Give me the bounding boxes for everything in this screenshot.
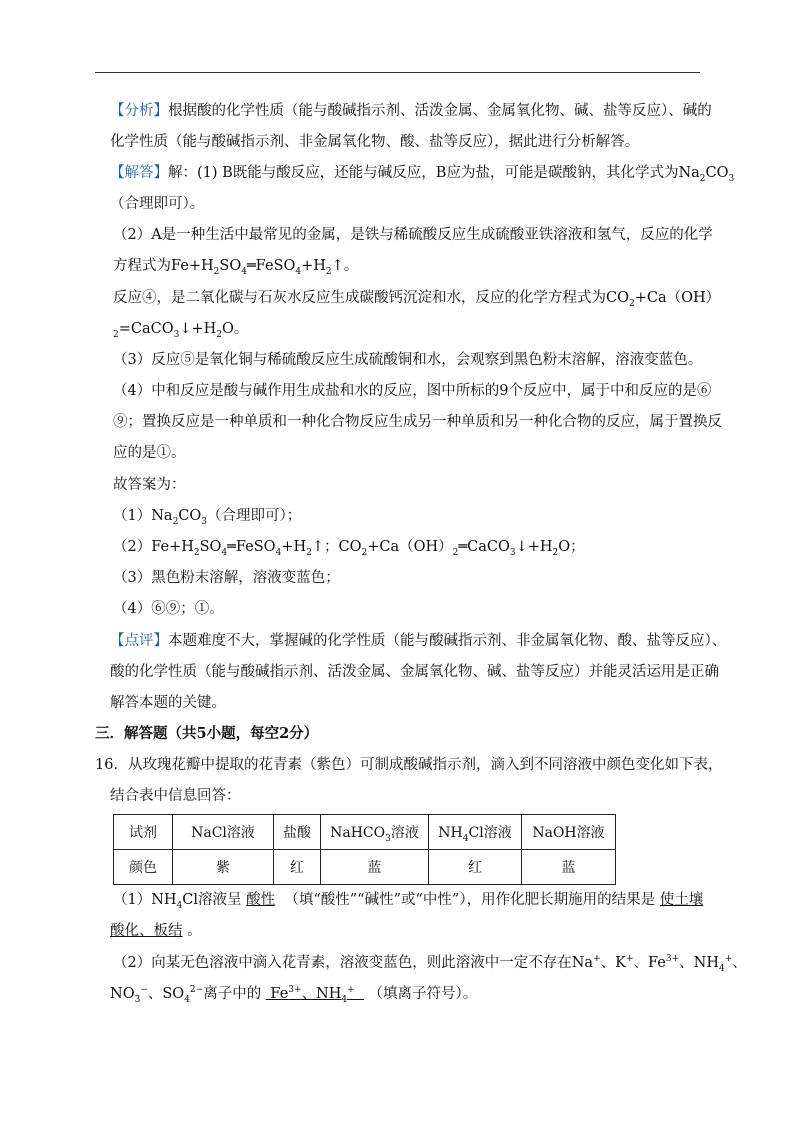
table-cell: 蓝 (522, 850, 616, 885)
answer-line-3: （2）A是一种生活中最常见的金属，是铁与稀硫酸反应生成硫酸亚铁溶液和氢气，反应的化学 (113, 227, 713, 243)
header-rule (95, 72, 700, 73)
table-cell: 紫 (173, 850, 274, 885)
answer-blank-3: $Fe^{3+}$、$NH_4^+$ (270, 985, 355, 1005)
table-row (114, 815, 616, 850)
answer-line-11: 故答案为： (113, 477, 186, 493)
q16-sub-2-cont: $NO_3^-$、$SO_4^{2-}$离子中的 $Fe^{3+}$、$NH_4^+$ （填离子符号）。 (110, 985, 478, 1005)
answer-line-2: （合理即可）。 (110, 196, 205, 212)
answer-line-9: ⑨；置换反应是一种单质和一种化合物反应生成另一种单质和另一种化合物的反应，属于置换反 (113, 414, 722, 430)
indicator-table (113, 814, 616, 885)
answer-blank-2b: 酸化、板结 (110, 923, 183, 939)
q16-line-1: 16．从玫瑰花瓣中提取的花青素（紫色）可制成酸碱指示剂，滴入到不同溶液中颜色变化如下表， (95, 757, 723, 773)
answer-line-8: （4）中和反应是酸与碱作用生成盐和水的反应，图中所标的9个反应中，属于中和反应的是⑥ (113, 383, 712, 399)
review-line-2: 酸的化学性质（能与酸碱指示剂、活泼金属、金属氧化物、碱、盐等反应）并能灵活运用是正确 (110, 664, 719, 680)
table-cell: NaCl溶液 (173, 815, 274, 850)
q16-sub-1: $(1)NH_4Cl$溶液呈 酸性 （填“酸性”“碱性”或“中性”），用作化肥长期施用的结果是 使土壤 (113, 892, 704, 911)
answer-line-6: $_2=CaCO_3↓+H_2O$。 (113, 321, 249, 340)
table-cell: 颜色 (114, 850, 173, 885)
analysis-line-2: 化学性质（能与酸碱指示剂、非金属氧化物、酸、盐等反应），据此进行分析解答。 (110, 134, 640, 150)
table-row (114, 850, 616, 885)
table-cell: NaHCO$_3$溶液 (321, 815, 429, 850)
answer-item-3: （3）黑色粉末溶解，溶液变蓝色； (113, 570, 340, 586)
answer-tag: 【解答】 (110, 165, 168, 181)
review-line-3: 解答本题的关键。 (110, 695, 226, 711)
q16-sub-1-cont: 酸化、板结 。 (110, 923, 202, 939)
table-cell: 蓝 (321, 850, 429, 885)
table-cell: 红 (429, 850, 522, 885)
q16-sub-2: （2）向某无色溶液中滴入花青素，溶液变蓝色，则此溶液中一定不存在Na+、K+、$Fe^{3+}$、$NH_4^+$、 (113, 954, 747, 974)
q16-line-2: 结合表中信息回答： (110, 788, 241, 804)
answer-item-2: $(2)Fe+H_2SO_4═FeSO_4+H_2↑$；$CO_2+Ca(OH)_2═CaCO_3↓+H_2O$； (113, 539, 585, 558)
section-heading: 三．解答题（共5小题，每空2分） (95, 725, 319, 742)
analysis-tag: 【分析】 (110, 103, 168, 119)
review-line-1: 【点评】本题难度不大，掌握碱的化学性质（能与酸碱指示剂、非金属氧化物、酸、盐等反应）、 (110, 633, 727, 649)
table-cell: NaOH溶液 (522, 815, 616, 850)
analysis-line-1: 【分析】根据酸的化学性质（能与酸碱指示剂、活泼金属、金属氧化物、碱、盐等反应）、碱的 (110, 103, 712, 119)
answer-line-7: （3）反应⑤是氧化铜与稀硫酸反应生成硫酸铜和水，会观察到黑色粉末溶解，溶液变蓝色。 (113, 352, 703, 368)
answer-item-4: （4）⑥⑨；①。 (113, 601, 224, 617)
table-cell: $NH_4Cl$溶液 (429, 815, 522, 850)
answer-line-4: 方程式为$Fe+H_2SO_4═FeSO_4+H_2↑$。 (113, 258, 359, 277)
table-cell: 试剂 (114, 815, 173, 850)
table-cell: 盐酸 (274, 815, 321, 850)
answer-item-1: $(1)Na_2CO_3$（合理即可）； (113, 508, 302, 527)
answer-blank-1: 酸性 (246, 892, 276, 908)
review-tag: 【点评】 (110, 633, 168, 649)
answer-line-5: 反应④，是二氧化碳与石灰水反应生成碳酸钙沉淀和水，反应的化学方程式为$CO_2+Ca(OH)$ (113, 290, 721, 309)
answer-line-1: 【解答】解：(1) B既能与酸反应，还能与碱反应，B应为盐，可能是碳酸钠，其化学式为$Na_2CO_3$ (110, 165, 735, 184)
answer-blank-2a: 使土壤 (659, 892, 704, 908)
table-cell: 红 (274, 850, 321, 885)
answer-line-10: 应的是①。 (113, 445, 186, 461)
